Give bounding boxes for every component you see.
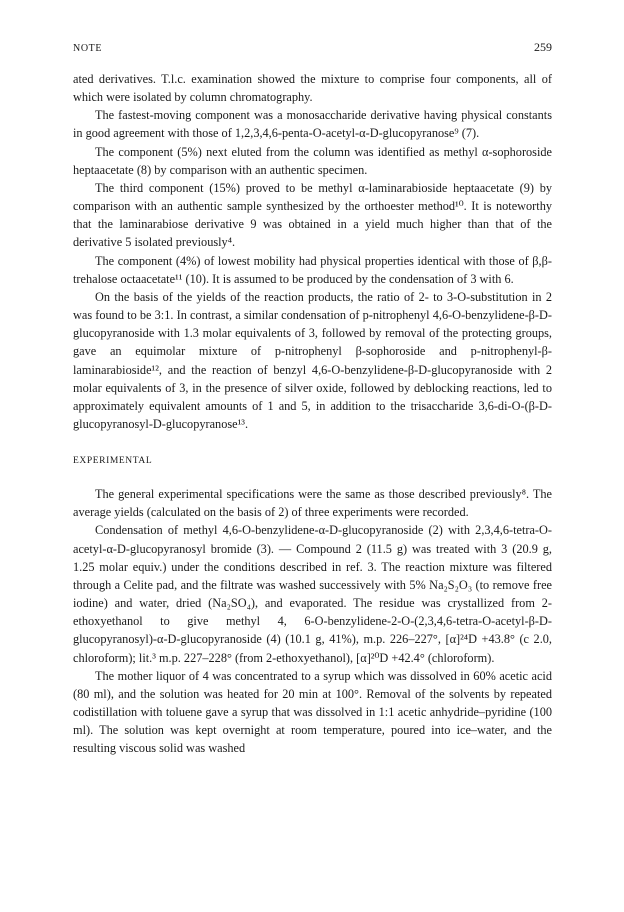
paragraph: The general experimental specifications were the same as those described previously⁸. The average yields (calculated on the basis of 2) of three experiments were recorded. — [73, 487, 552, 520]
section-heading-experimental: EXPERIMENTAL — [73, 456, 153, 467]
paragraph: The fastest-moving component was a monosaccharide derivative having physical constants in good agreement with those of 1,2,3,4,6-penta-O-acetyl-α-D-glucopyranose⁹ (7). — [73, 108, 552, 141]
paragraph: On the basis of the yields of the reaction products, the ratio of 2- to 3-O-substitution in 2 was found to be 3:1. In contrast, a similar condensation of p-nitrophenyl 4,6-O-benzylidene-β-D-glucopyranoside with 1.3 molar equivalents of 3, followed by removal of the protecting groups, gave an equimolar mixture of p-nitrophenyl β-sophoroside and p-nitrophenyl-β-laminarabioside¹², and the reaction of benzyl 4,6-O-benzylidene-β-D-glucopyranoside with 2 molar equivalents of 3, in the presence of silver oxide, followed by deblocking reactions, led to approximately equivalent amounts of 1 and 5, in addition to the trisaccharide 3,6-di-O-(β-D-glucopyranosyl-D-glucopyranose¹³. — [73, 289, 552, 431]
paragraph: Condensation of methyl 4,6-O-benzylidene-α-D-glucopyranoside (2) with 2,3,4,6-tetra-O-acetyl-α-D-glucopyranosyl bromide (3). — Compound 2 (11.5 g) was treated with 3 (20.9 g, 1.25 molar equiv.) under the conditions described in ref. 3. The reaction mixture was filtered through a Celite pad, and the filtrate was washed successively with 5% Na₂S₂O₃ (to remove free iodine) and water, dried (Na₂SO₄), and evaporated. The residue was crystallized from 2-ethoxyethanol to give methyl 4, 6-O-benzylidene-2-O-(2,3,4,6-tetra-O-acetyl-β-D-glucopyranosyl)-α-D-glucopyranoside (4) (10.1 g, 41%), m.p. 226–227°, [α]²⁴D +43.8° (c 2.0, chloroform); lit.³ m.p. 227–228° (from 2-ethoxyethanol), [α]²⁰D +42.4° (chloroform). — [73, 523, 552, 665]
paragraph: The mother liquor of 4 was concentrated to a syrup which was dissolved in 60% acetic acid (80 ml), and the solution was heated for 20 min at 100°. Removal of the solvents by repeated codistillation with toluene gave a syrup that was dissolved in 1:1 acetic anhydride–pyridine (100 ml). The solution was kept overnight at room temperature, poured into ice–water, and the resulting viscous solid was washed — [73, 668, 552, 756]
running-head-title: NOTE — [73, 43, 103, 54]
body-text — [73, 70, 552, 757]
paragraph: The component (5%) next eluted from the column was identified as methyl α-sophoroside heptaacetate (8) by comparison with an authentic specimen. — [73, 144, 552, 177]
paragraph: The third component (15%) proved to be methyl α-laminarabioside heptaacetate (9) by comparison with an authentic sample synthesized by the orthoester method¹⁰. It is noteworthy that the laminarabiose derivative 9 was obtained in a yield much higher than that of the derivative 5 isolated previously⁴. — [73, 180, 552, 250]
paragraph: The component (4%) of lowest mobility had physical properties identical with those of β,β-trehalose octaacetate¹¹ (10). It is assumed to be produced by the condensation of 3 with 6. — [73, 253, 552, 286]
running-head — [73, 40, 552, 56]
experimental-paragraphs — [73, 485, 552, 757]
page-number: 259 — [534, 40, 552, 54]
paragraph: ated derivatives. T.l.c. examination showed the mixture to comprise four components, all of which were isolated by column chromatography. — [73, 72, 552, 105]
page — [73, 40, 552, 757]
intro-paragraphs — [73, 70, 552, 433]
